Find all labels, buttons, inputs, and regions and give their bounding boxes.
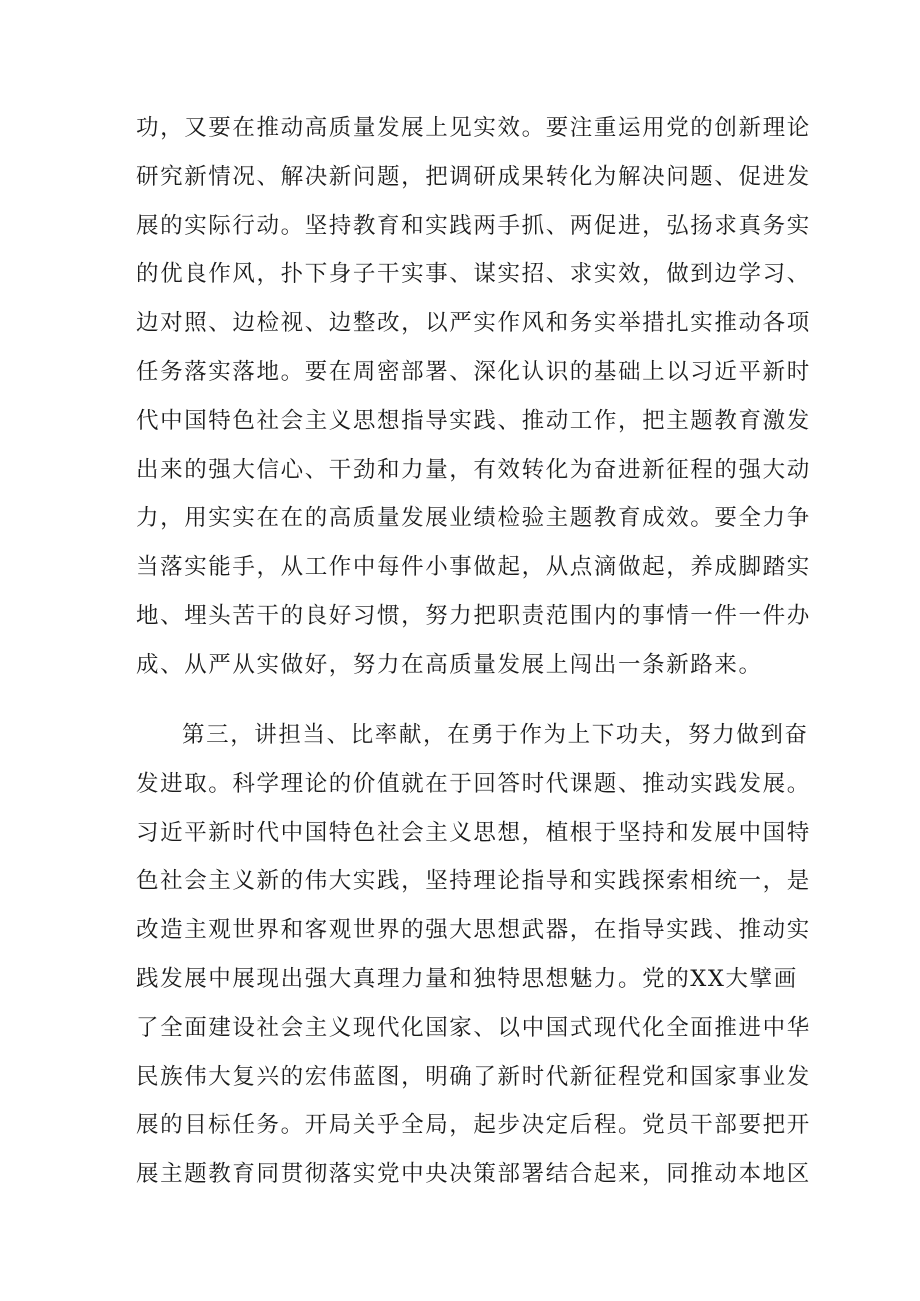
paragraph-line: 践发展中展现出强大真理力量和独特思想魅力。党的XX大擘画 bbox=[136, 965, 798, 992]
paragraph-line: 研究新情况、解决新问题，把调研成果转化为解决问题、促进发 bbox=[136, 163, 811, 190]
paragraph-line: 力，用实实在在的高质量发展业绩检验主题教育成效。要全力争 bbox=[136, 505, 811, 532]
paragraph-line: 出来的强大信心、干劲和力量，有效转化为奋进新征程的强大动 bbox=[136, 456, 811, 483]
paragraph-line: 发进取。科学理论的价值就在于回答时代课题、推动实践发展。 bbox=[136, 770, 811, 797]
paragraph-line: 改造主观世界和客观世界的强大思想武器，在指导实践、推动实 bbox=[136, 917, 811, 944]
paragraph-line: 了全面建设社会主义现代化国家、以中国式现代化全面推进中华 bbox=[136, 1014, 811, 1041]
paragraph-line: 边对照、边检视、边整改，以严实作风和务实举措扎实推动各项 bbox=[136, 310, 811, 337]
paragraph-line: 第三，讲担当、比率献，在勇于作为上下功夫，努力做到奋 bbox=[182, 722, 809, 748]
paragraph-line: 功，又要在推动高质量发展上见实效。要注重运用党的创新理论 bbox=[136, 115, 811, 141]
paragraph-line: 任务落实落地。要在周密部署、深化认识的基础上以习近平新时 bbox=[136, 358, 811, 385]
paragraph-line: 展主题教育同贯彻落实党中央决策部署结合起来，同推动本地区 bbox=[136, 1161, 811, 1188]
paragraph-1 bbox=[136, 104, 811, 690]
paragraph-line: 的优良作风，扑下身子干实事、谋实招、求实效，做到边学习、 bbox=[136, 261, 811, 288]
paragraph-line: 展的目标任务。开局关乎全局，起步决定后程。党员干部要把开 bbox=[136, 1112, 811, 1139]
paragraph-line: 展的实际行动。坚持教育和实践两手抓、两促进，弘扬求真务实 bbox=[136, 212, 811, 239]
paragraph-line: 当落实能手，从工作中每件小事做起，从点滴做起，养成脚踏实 bbox=[136, 554, 811, 581]
paragraph-line: 代中国特色社会主义思想指导实践、推动工作，把主题教育激发 bbox=[136, 407, 811, 434]
paragraph-line: 习近平新时代中国特色社会主义思想，植根于坚持和发展中国特 bbox=[136, 819, 811, 846]
paragraph-2 bbox=[136, 711, 811, 1199]
paragraph-line: 色社会主义新的伟大实践，坚持理论指导和实践探索相统一，是 bbox=[136, 868, 811, 895]
paragraph-line: 地、埋头苦干的良好习惯，努力把职责范围内的事情一件一件办 bbox=[136, 602, 811, 629]
paragraph-line: 民族伟大复兴的宏伟蓝图，明确了新时代新征程党和国家事业发 bbox=[136, 1063, 811, 1090]
paragraph-line: 成、从严从实做好，努力在高质量发展上闯出一条新路来。 bbox=[136, 651, 763, 678]
